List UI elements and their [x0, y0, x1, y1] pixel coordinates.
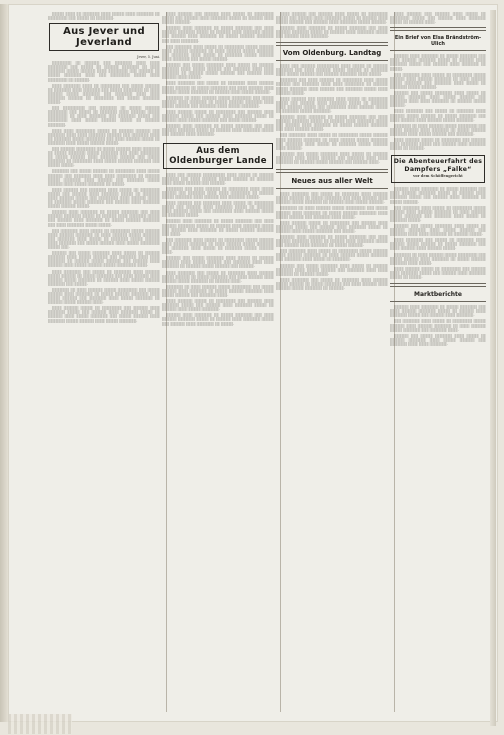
article-text: ░░░░ ░░░░░░░ ░░░░ ░░ ░░░░░░░░ ░░░ ░░░░░ ░░░░░░ ░░ ░░░░░░░ ░░░░ ░░░░░░░ ░░░ ░░░░░ ░░░░░░░░ ░░ ░░░░ ░░░░░░ ░░░░░ ░░░░░░░ ░░░ ░░░░░░░ ░░░░ ░░░░ ░░░░░░░ ░░░░░░ ░░ ░░░░░░░░ ░░░ ░░░░░ ░░░░░░░ ░░░░░.: [48, 83, 160, 105]
article-text: ░░░░░░ ░░░ ░░░░░ ░░░░░░░ ░░░░ ░░░░░ ░░ ░░░░░░ ░░░░░░░ ░░░░ ░░░░░ ░░░░░░ ░░░ ░░░░░░░ ░░░░ ░░░░ ░░░░░░░ ░░ ░░░░░░ ░░░░░ ░░░░░░.: [390, 91, 486, 108]
article-text: ░░░░ ░░░ ░░░░░░ ░░░░░░░░░ ░░░░ ░░░░░ ░░ ░░░░░░ ░░░░░░░ ░░░ ░░░░ ░░░░░░ ░░░░░ ░░░░░░ ░░ ░░░░░░░ ░░░░ ░░░░░ ░░░░░░ ░░░ ░░░░░░ ░░░░░░░ ░░░░ ░░░░░.: [276, 64, 388, 77]
article-text: ░░░░░░░ ░░░ ░░░░ ░░░░░░ ░░ ░░░░░░░░ ░░░░ ░░░░░ ░░░░░░ ░░░ ░░░░░░░ ░░░░ ░░░░ ░░░░░░░░ ░░ ░░░░░░ ░░░░░ ░░░░░░░ ░░░░ ░░░░░░ ░░░ ░░░░░░░ ░░░░░ ░░░░ ░░░░░░ ░░░░░.: [276, 78, 388, 95]
section-divider: [276, 60, 388, 61]
article-text: ░░░░░░ ░░░ ░░░░░ ░░░░░░░ ░░░░ ░░░░░ ░░ ░░░░░░ ░░░░░░░ ░░░░ ░░░░░ ░░░░░░ ░░░ ░░░░░░░ ░░░░ ░░░░ ░░░░░░░ ░░ ░░░░░░ ░░░░░.: [390, 224, 486, 237]
article-text: ░░░░ ░░░░░░░ ░░░ ░░░░░ ░░ ░░░░░░░ ░░░░ ░░░░░░ ░░░░░ ░░░░░░ ░░ ░░░░░ ░░░░░░░ ░░░ ░░░░ ░░░░░░ ░░░░ ░░░░░░ ░░░░░ ░░░░░░░ ░░ ░░░░░░ ░░░░ ░░░░░ ░░░░░░ ░░░░░░░ ░░░ ░░░░░.: [48, 269, 160, 286]
section-header-abenteuerfahrt: [391, 155, 485, 183]
article-text: ░░░░ ░░░░ ░░░░░░░░ ░░░░░ ░░ ░░░░░░ ░░░░░░ ░░░ ░░░░░░░ ░░░░ ░░░░ ░░░░░░░ ░░░░░░ ░░░ ░░░░░░░ ░░░░ ░░ ░░░░░░░ ░░░░░ ░░░░░░░░ ░░░ ░░░░ ░░░░░░ ░░░░░ ░░ ░░░░░░░ ░░░░ ░░░░░ ░░░░░░ ░░░░░.: [48, 128, 160, 145]
article-text: ░░░░ ░░░░░░ ░░░░░ ░░ ░░░░░░░░ ░░░ ░░░░░░ ░░░░ ░░░░░░░ ░░░░░ ░░░ ░░░░░░ ░░░░ ░░░░░░░ ░░░░░ ░░ ░░░░░.: [390, 266, 486, 280]
column-2: [162, 12, 274, 328]
article-text: ░░░░░ ░░░░ ░░ ░░░░░░░ ░░░░ ░░░░░ ░░░░ ░░░░░░░ ░░ ░░░░░░░░ ░░░ ░░░░░ ░░ ░░░░░░░.: [48, 12, 160, 21]
article-text: ░░░ ░░░░░░ ░░░░░░░░ ░░ ░░░░░ ░░░░░░ ░░░░ ░░░░░░░ ░░ ░░░░░ ░░░░░░░ ░░░░░ ░░░░░░░ ░░░ ░░░░ ░░░░░░░░ ░░ ░░░░░ ░░░░░░ ░░░░ ░░░░░░░ ░░░░░░ ░░░ ░░░░░ ░░░░░░░ ░░ ░░░░░░░░ ░░░░ ░░░░░ ░░░░░░ ░░░░░░░ ░░░ ░░░░░ ░░░░░.: [48, 146, 160, 168]
section-divider: [276, 188, 388, 189]
article-text: ░░░░░░░ ░░ ░░░░ ░░░░░░ ░░░░░ ░░░░░░░░ ░░░ ░░░░░ ░░░░░░ ░░░░ ░░░░░░░ ░░ ░░░░░ ░░░░░░ ░░░░░░░ ░░░░ ░░░░░ ░░░░░░ ░░░ ░░░░░░░ ░░░░ ░░░░░ ░░░░░░░ ░░ ░░░░░░ ░░░░░ ░░░░░░ ░░░░.: [48, 287, 160, 305]
article-text: ░░░░ ░░░░░░ ░░░░░ ░░ ░░░░░░░░ ░░░ ░░░░░░ ░░░░ ░░░░░░░ ░░░░░ ░░░ ░░░░░░ ░░░░ ░░░░░░░ ░░░░░ ░░ ░░░░░░ ░░░░ ░░░░░ ░░░░░░░.: [162, 299, 274, 312]
article-text: ░░░░ ░░░░░░ ░░░ ░░░░░░ ░░░░ ░░░░░ ░░ ░░░░░░░░ ░░░░░ ░░░ ░░░░░░ ░░░░ ░░░░░░░ ░░░░░ ░░ ░░░░░░ ░░░░ ░░░░░ ░░░░░░ ░░░ ░░░░░░ ░░░░ ░░░░░░░ ░░░░░ ░░░░░░.: [276, 12, 388, 25]
article-text: ░░░░░░░ ░░ ░░░░ ░░░░░░ ░░░░░ ░░░░░░░░ ░░░ ░░░░░ ░░░░░░ ░░░░ ░░░░░░░ ░░ ░░░░░ ░░░░░░ ░░░░░░░ ░░░░ ░░░░░ ░░░░░░ ░░░ ░░░░░░░ ░░░░ ░░░░░ ░░░░░░░.: [162, 95, 274, 108]
section-divider: [390, 27, 486, 31]
section-divider: [390, 301, 486, 302]
section-divider: [390, 50, 486, 51]
scan-color-strip: [8, 714, 72, 734]
article-text: ░░░ ░░░░░░░ ░░░░ ░░░░░ ░░ ░░░░░░░░ ░░░░░ ░░░░░░ ░░░░ ░░░░░░ ░░░░░░░ ░░ ░░░░ ░░░░░░ ░░░░░ ░░░░░░░ ░░░ ░░░░░░░ ░░░░ ░░░░░ ░░ ░░░░░░░ ░░░░░.: [390, 205, 486, 222]
article-text: ░░░░ ░░░░░░░ ░░░ ░░░░░ ░░ ░░░░░░░ ░░░░ ░░░░░░ ░░░░░ ░░░░░░ ░░ ░░░░░ ░░░░░░░ ░░░ ░░░░ ░░░░░░ ░░░░ ░░░░░░ ░░░░░.: [390, 238, 486, 251]
column-1: [48, 12, 160, 325]
section-header-aus-jever: [49, 23, 159, 51]
article-text: ░░░░░░░ ░░░ ░░░░░ ░░░░░░ ░░ ░░░░░░░░ ░░░░ ░░░░░ ░░░░░░ ░░░ ░░░░░░░ ░░░░ ░░░░ ░░░░░░░░ ░░ ░░░░░░ ░░░░░ ░░░░░░░ ░░░░ ░░░░░░ ░░░ ░░░░░░░ ░░░░░ ░░░░░░ ░░░░ ░░░░░ ░░░░░░░ ░░ ░░░░░.: [48, 169, 160, 186]
article-text: ░░░░░░ ░░░░ ░░░░░░░ ░░ ░░░░░ ░░░░░░░ ░░░ ░░░░ ░░░░░░ ░░░░░░░ ░░░░░ ░░ ░░░░░░ ░░░░ ░░░░░░░ ░░░░░ ░░░ ░░░░░░ ░░░░ ░░░░░░░ ░░ ░░░░░ ░░░░░░.: [276, 234, 388, 248]
article-text: ░░░ ░░░░░░░ ░░░░ ░░░░░ ░░ ░░░░░░░░ ░░░░░ ░░░░░░ ░░░░ ░░░░░░ ░░░░░░░ ░░ ░░░░ ░░░░░░ ░░░░░ ░░░░░░░ ░░░ ░░░░░░░ ░░░░ ░░░░░ ░░ ░░░░░░░.: [276, 249, 388, 262]
dateline: Jever, 5. Juni.: [137, 55, 160, 60]
article-text: ░░░░░░ ░░░ ░░░░░ ░░░░░░░ ░░░░ ░░░░░ ░░ ░░░░░░ ░░░░░░░ ░░░░ ░░░░░ ░░░░░░ ░░░ ░░░░░░░ ░░░░ ░░░░ ░░░░░░░ ░░ ░░░░░░ ░░░░░ ░░░░░░ ░░░ ░░░░░░ ░░░░ ░░░░░░ ░░░░ ░░░░░.: [162, 63, 274, 80]
article-text: ░░░░░░░ ░░ ░░░░ ░░░░░░ ░░░░░ ░░░░░░░░ ░░░ ░░░░░ ░░░░░░ ░░░░ ░░░░░░░ ░░ ░░░░░ ░░░░░░ ░░░░░░░ ░░░░ ░░░░░.: [390, 252, 486, 265]
section-title-marktberichte: Marktberichte: [414, 291, 462, 299]
article-text: ░░░░ ░░░░░░ ░░░ ░░░░░░ ░░░░ ░░░░░ ░░ ░░░░░░░░ ░░░░░ ░░░ ░░░░░░ ░░░░ ░░░░░░░ ░░░░░ ░░ ░░░░░░ ░░░░.: [390, 12, 486, 25]
section-title-aller-welt: Neues aus aller Welt: [291, 177, 373, 186]
article-text: ░░░░ ░░░░░░ ░░░ ░░░░░░░ ░░░░ ░░░░░ ░░ ░░░░░░░░ ░░░░░ ░░░ ░░░░░░ ░░░░ ░░░░░░░ ░░░░░ ░░ ░░░░░░░ ░░░░ ░░░░░░ ░░░░░ ░░░ ░░░░░░░░ ░░░░ ░░░░░░ ░░░░░ ░░ ░░░░░░░ ░░░░░.: [162, 201, 274, 218]
article-text: ░░░░░░ ░░░ ░░░░░ ░░░░░░░ ░░░░ ░░░░░ ░░ ░░░░░░ ░░░░░░░ ░░░░ ░░░░░ ░░░░░░ ░░░ ░░░░░░░ ░░░░ ░░░░ ░░░░░░░.: [390, 333, 486, 346]
article-text: ░░░░ ░░░░░░ ░░░ ░░░░░░ ░░░░ ░░░░░ ░░ ░░░░░░░░ ░░░░░ ░░░ ░░░░░░ ░░░░ ░░░░░░░ ░░░░░ ░░ ░░░░░░ ░░░░ ░░░░░ ░░░░░░.: [162, 12, 274, 25]
article-text: ░░░░ ░░░░░░░ ░░░ ░░░░░ ░░ ░░░░░░░ ░░░░ ░░░░░░ ░░░░░ ░░░░░░ ░░ ░░░░░ ░░░░░░░ ░░░ ░░░░ ░░░░░░ ░░░░ ░░░░░░ ░░░░░ ░░░░░░░ ░░ ░░░░░░ ░░░░ ░░░░░ ░░░░░░.: [276, 192, 388, 205]
article-text: ░░░░░░ ░░░░ ░░░░░░░ ░░ ░░░░░ ░░░░░░░ ░░░ ░░░░ ░░░░░░ ░░░░░░░ ░░░░░ ░░ ░░░░░░ ░░░░ ░░░░░░░ ░░░░░ ░░░ ░░░░░░ ░░░░ ░░░░░░░ ░░ ░░░░░ ░░░░░░ ░░░░░░░ ░░░ ░░░░ ░░░░░░░.: [162, 26, 274, 43]
section-divider: [276, 169, 388, 173]
article-text: ░░░░ ░░░░░░░ ░░░ ░░░░░ ░░ ░░░░░░░ ░░░░ ░░░░░░ ░░░░░ ░░░░░░ ░░ ░░░░░ ░░░░░░░ ░░░ ░░░░ ░░░░░░ ░░░░ ░░░░░░ ░░░░░ ░░░░░░░ ░░ ░░░░░░ ░░░░ ░░░░░ ░░░░░░.: [162, 81, 274, 94]
section-title: Die Abenteuerfahrt des Dampfers „Falke“: [393, 158, 483, 173]
article-text: ░░░░ ░░░░░░░ ░░░ ░░░░░ ░░ ░░░░░░░ ░░░░ ░░░░░░ ░░░░░ ░░░░░░ ░░ ░░░░░ ░░░░░░░ ░░░ ░░░░ ░░░░░░ ░░░░ ░░░░░░ ░░░░░ ░░░░░░░ ░░ ░░░░░░ ░░░░.: [162, 270, 274, 283]
article-text: ░░░░ ░░░░░░░ ░░░ ░░░░░ ░░ ░░░░░░░ ░░░░ ░░░░░░ ░░░░░ ░░░░░░ ░░ ░░░░░ ░░░░░░░ ░░░ ░░░░ ░░░░░░ ░░░░ ░░░░░░ ░░░░░ ░░░░░░░ ░░ ░░░░░░.: [276, 277, 388, 290]
section-title: Aus Jever und Jeverland: [63, 26, 145, 49]
book-spine: [0, 4, 8, 722]
newspaper-page: [8, 4, 498, 722]
article-text: ░░░ ░░░░░░░ ░░░░ ░░░░░ ░░ ░░░░░░░░ ░░░░░ ░░░░░░ ░░░░ ░░░░░░ ░░░░░░░ ░░ ░░░░ ░░░░░░ ░░░░░ ░░░░░░░ ░░░ ░░░░░░░ ░░░░ ░░░░░ ░░ ░░░░░░░ ░░░░░ ░░░░░░ ░░░░ ░░░░░░.: [276, 133, 388, 150]
article-text: ░░░░ ░░░░░░ ░░░░░ ░░ ░░░░░░░░ ░░░ ░░░░░░ ░░░░ ░░░░░░░ ░░░░░ ░░░ ░░░░░░ ░░░░ ░░░░░░░ ░░░░░ ░░ ░░░░░░ ░░░░ ░░░░░ ░░░░░░░ ░░░ ░░░░░.: [276, 220, 388, 233]
section-divider: [390, 283, 486, 287]
article-text: ░░░░░░ ░░░░ ░░░░░░░ ░░ ░░░░░ ░░░░░░░ ░░░ ░░░░ ░░░░░░ ░░░░░░░ ░░░░░ ░░ ░░░░░░ ░░░░ ░░░░░░░ ░░░░░ ░░░ ░░░░░░ ░░░░ ░░░░░░░ ░░ ░░░░░.: [390, 54, 486, 71]
article-text: ░░░░░░ ░░░░ ░░░░░░░ ░░ ░░░░░ ░░░░░░░ ░░░ ░░░░ ░░░░░░ ░░░░░░░ ░░░░░ ░░ ░░░░░░ ░░░░ ░░░░░░░ ░░░░░ ░░░ ░░░░░░ ░░░░ ░░░░░░░.: [390, 305, 486, 318]
article-text: ░░░░░░ ░░░░ ░░░░░░░ ░░ ░░░░░ ░░░░░░░ ░░░ ░░░░ ░░░░░░ ░░░░░░░ ░░░░░ ░░ ░░░░░░ ░░░░ ░░░░░░░ ░░░░░ ░░░ ░░░░░░ ░░░░ ░░░░░░░ ░░ ░░░░░ ░░░░░░ ░░░░░░░ ░░░ ░░░░.: [162, 219, 274, 236]
article-text: ░░░░ ░░░░░░ ░░░░░ ░░ ░░░░░░░░ ░░░ ░░░░░░ ░░░░ ░░░░░░░ ░░░░░ ░░░ ░░░░░░ ░░░░ ░░░░░░░ ░░░░░ ░░ ░░░░░░.: [390, 137, 486, 151]
article-text: ░░░░ ░░░ ░░░░░░ ░░░░░░░░░ ░░░░ ░░░░░ ░░ ░░░░░░ ░░░░░░░ ░░░ ░░░░ ░░░░░░ ░░░░░ ░░░░░░ ░░ ░░░░░░░ ░░░░ ░░░░░ ░░░░░░ ░░░ ░░░░░░.: [162, 172, 274, 185]
article-text: ░░░░░░ ░░░░ ░░░░░░░ ░░ ░░░░░ ░░░░░░░ ░░░ ░░░░ ░░░░░░ ░░░░░░░ ░░░░░ ░░ ░░░░░░ ░░░░ ░░░░░░░ ░░░░░ ░░░ ░░░░░░ ░░░░ ░░░░░░░ ░░ ░░░░░ ░░░░░░ ░░░░░░░ ░░░ ░░░░ ░░░░░░░ ░░░░░ ░░░░░.: [48, 210, 160, 227]
article-text: ░░░░ ░░░░░░ ░░░░░ ░░ ░░░░░░░░ ░░░ ░░░░░░ ░░░░ ░░░░░░░ ░░░░░ ░░░ ░░░░░░ ░░░░ ░░░░░░░ ░░░░░ ░░ ░░░░░░ ░░░░ ░░░░░ ░░░░░░░ ░░░ ░░░░░ ░░░░░░ ░░░░ ░░░░░░░ ░░░░░ ░░░░░░ ░░░░ ░░░░░ ░░░░░░░.: [48, 306, 160, 323]
article-text: ░░░░░░ ░░░░ ░░░░░░░ ░░ ░░░░░ ░░░░░░░ ░░░ ░░░░ ░░░░░░ ░░░░░░░ ░░░░░ ░░ ░░░░░░ ░░░░ ░░░░░░░ ░░░░░ ░░░ ░░░░░░ ░░░░ ░░░░░░░.: [276, 26, 388, 39]
article-text: ░░░░░░ ░░░░ ░░░░░░░ ░░ ░░░░░ ░░░░░░░ ░░░ ░░░░ ░░░░░░ ░░░░░░░ ░░░░░ ░░ ░░░░░░ ░░░░ ░░░░░░░ ░░░░░ ░░░ ░░░░░░ ░░░░ ░░░░░░░ ░░ ░░░░░ ░░░░░░ ░░░░░░░ ░░░ ░░░░ ░░░░░░ ░░░░░.: [276, 115, 388, 132]
article-text: ░░░░ ░░░░░░ ░░░ ░░░░░░░ ░░░░ ░░░░░ ░░ ░░░░░░░░ ░░░░░ ░░░ ░░░░░░ ░░░░ ░░░░░░░ ░░░░░ ░░ ░░░░░░░ ░░░░ ░░░░░░ ░░░░░ ░░░ ░░░░░░░░ ░░░░ ░░░░░░ ░░░░░ ░░ ░░░░░░░ ░░░░░ ░░░░░░░.: [276, 96, 388, 113]
section-title: Aus dem Oldenburger Lande: [169, 145, 267, 166]
article-text: ░░░ ░░░░░░░ ░░░░ ░░░░░ ░░ ░░░░░░░░ ░░░░░ ░░░░░░ ░░░░ ░░░░░░ ░░░░░░░ ░░ ░░░░ ░░░░░░ ░░░░░ ░░░░░░░ ░░░ ░░░░░░░ ░░░░ ░░░░░ ░░ ░░░░░░░ ░░░░░ ░░░░░░ ░░░░.: [162, 237, 274, 255]
article-text: ░░░░ ░░░░░░ ░░░ ░░░░░░░ ░░░░ ░░░░░ ░░ ░░░░░░░░ ░░░░░ ░░░ ░░░░░░ ░░░░ ░░░░░░░ ░░░░░ ░░ ░░░░░░░ ░░░░ ░░░░░░ ░░░░░ ░░░ ░░░░░░░░ ░░░░ ░░░░░░ ░░░░░ ░░ ░░░░░░░ ░░░░░ ░░░░░░░ ░░░ ░░░░░░ ░░░░ ░░░░░░░ ░░░░░ ░░░░░░ ░░░░░.: [48, 187, 160, 209]
article-text: ░░░░░░ ░░░ ░░░░░ ░░░░░░░ ░░░░ ░░░░░ ░░ ░░░░░░ ░░░░░░░ ░░░░ ░░░░░ ░░░░░░ ░░░ ░░░░░░░ ░░░░ ░░░░ ░░░░░░░ ░░ ░░░░░░ ░░░░░ ░░░░░░ ░░░ ░░░░░░.: [162, 256, 274, 269]
article-text: ░░░░ ░░░░░░ ░░░░░ ░░ ░░░░░░░░ ░░░ ░░░░░░ ░░░░ ░░░░░░░ ░░░░░ ░░░ ░░░░░░ ░░░░ ░░░░░░░ ░░░░░ ░░ ░░░░░░ ░░░░ ░░░░░ ░░░░░░░ ░░░ ░░░░░ ░░░░░░.: [162, 109, 274, 123]
article-text: ░░░ ░░░░░░░ ░░░░ ░░░░░ ░░ ░░░░░░░░ ░░░░░ ░░░░░░ ░░░░ ░░░░░░ ░░░░░░░ ░░ ░░░░ ░░░░░░ ░░░░░ ░░░░░░░ ░░░ ░░░░░░░ ░░░░ ░░░░░ ░░ ░░░░░░░ ░░░░░ ░░░░░░ ░░░░ ░░░░░░░ ░░░ ░░░░░ ░░░░░░ ░░░░ ░░░░░ ░░░░░░░░ ░░░░░ ░░░.: [48, 228, 160, 250]
article-text: ░░░░░░ ░░░░ ░░░░░░░ ░░ ░░░░░ ░░░░░░░ ░░░ ░░░░ ░░░░░░ ░░░░░░░ ░░░░░ ░░ ░░░░░░ ░░░░ ░░░░░░░ ░░░░░ ░░░ ░░░░░░ ░░░░ ░░░░░░░ ░░ ░░░░░ ░░░░░░.: [390, 187, 486, 204]
article-text: ░░░░░░░ ░░ ░░░░ ░░░░░░ ░░░░░ ░░░░░░░░ ░░░ ░░░░░ ░░░░░░ ░░░░ ░░░░░░░ ░░ ░░░░░ ░░░░░░ ░░░░░░░ ░░░░ ░░░░░ ░░░░░░ ░░░ ░░░░░░░ ░░░░.: [162, 284, 274, 297]
article-text: ░░░░ ░░░░░░░ ░░░ ░░░░░ ░░ ░░░░░░░ ░░░░ ░░░░░░ ░░░░░ ░░░░░░ ░░ ░░░░░ ░░░░░░░ ░░░ ░░░░ ░░░░░░ ░░░░ ░░░░░░ ░░░░░ ░░░░░░░.: [390, 109, 486, 122]
article-text: ░░░ ░░░░░░░ ░░░░ ░░░░░ ░░ ░░░░░░░░ ░░░░░ ░░░░░░ ░░░░ ░░░░░░ ░░░░░░░ ░░ ░░░░ ░░░░░░ ░░░░░ ░░░░░░░ ░░░ ░░░░░░░ ░░░░ ░░░░░ ░░ ░░░░░░░ ░░░░░ ░░░░░░ ░░░░ ░░░░░░░ ░░░ ░░░░░ ░░░░░░.: [162, 44, 274, 61]
section-title-brief: Ein Brief von Elsa Brändström-Ulich: [394, 35, 482, 48]
article-text: ░░░░░░░ ░░ ░░░░ ░░░░░░ ░░░░░ ░░░░░░░░ ░░░ ░░░░░ ░░░░░░ ░░░░ ░░░░░░░ ░░ ░░░░░ ░░░░░░ ░░░░░░░ ░░░░ ░░░░░ ░░░░░░ ░░░ ░░░░░░░ ░░░░ ░░░░░.: [276, 206, 388, 219]
column-4: [390, 12, 486, 348]
article-text: ░░░░░░ ░░░ ░░░░░ ░░░░░░░ ░░░░ ░░░░░ ░░ ░░░░░░ ░░░░░░░ ░░░░ ░░░░░ ░░░░░░ ░░░ ░░░░░░░ ░░░░ ░░░░ ░░░░░░░ ░░ ░░░░░░ ░░░░░ ░░░░░░ ░░░ ░░░░░░ ░░░░ ░░░░░░ ░░░░ ░░░░░ ░░░░░░ ░░░░░ ░░░░░░░░ ░░░░.: [48, 251, 160, 268]
article-text: ░░░░░░ ░░░░ ░░░░░░░ ░░ ░░░░░ ░░░░░░░ ░░░ ░░░░ ░░░░░░ ░░░░░░░ ░░░░░ ░░ ░░░░░░ ░░░░ ░░░░░░░ ░░░░░ ░░░ ░░░░░░ ░░░░ ░░░░░░░.: [162, 124, 274, 137]
article-text: ░░░ ░░░░░░░░░ ░░░ ░░░░░░░ ░░ ░░░░░ ░░░░░░ ░░░░░░░░ ░░░ ░░░░░ ░░ ░░░░░░░ ░░░░ ░░░░░░ ░░░░░ ░░░░░░░░ ░░ ░░░░ ░░░░░░░ ░░░ ░░░░░░░ ░░░░░ ░░░ ░░░░░░░░ ░░░░ ░░░░░ ░░░░░░ ░░░░░ ░░ ░░░░░░ ░░░░░░░.: [48, 106, 160, 127]
article-text: ░░░ ░░░░░░░ ░░░░ ░░░░░ ░░ ░░░░░░░░ ░░░░░ ░░░░░░ ░░░░ ░░░░░░ ░░░░░░░ ░░ ░░░░ ░░░░░░ ░░░░░ ░░░░░░░ ░░░ ░░░░░░░ ░░░░.: [390, 319, 486, 332]
section-subtitle: vor dem Schöffengericht: [413, 174, 463, 179]
article-text: ░░░░░░ ░░░ ░░░░░ ░░░░░░░ ░░░░ ░░░░░ ░░ ░░░░░░ ░░░░░░░ ░░░░ ░░░░░ ░░░░░░ ░░░ ░░░░░░░ ░░░░ ░░░░ ░░░░░░░ ░░ ░░░░░░ ░░░░░ ░░░░░░ ░░░ ░░░░░░ ░░░░.: [276, 151, 388, 165]
article-text: ░░░░░░░ ░░░ ░░░░ ░░░░░░ ░░ ░░░░░░░░ ░░░░ ░░░░░ ░░░░░░ ░░░ ░░░░░░░ ░░░░ ░░░░ ░░░░░░░░ ░░ ░░░░░░ ░░░░░ ░░░░░░░ ░░░░ ░░░░░░ ░░░ ░░░░░░░ ░░░░░.: [162, 186, 274, 199]
section-title-landtag: Vom Oldenburg. Landtag: [282, 48, 382, 57]
article-text: ░░░░░░░ ░░ ░░░░ ░░░░░░ ░░░░░ ░░░░░░░░ ░░░ ░░░░░ ░░░░░░ ░░░░ ░░░░░░░ ░░ ░░░░░ ░░░░░░ ░░░░░░░ ░░░░ ░░░░░ ░░░░░░ ░░░ ░░░░░░░.: [390, 123, 486, 136]
article-text: ░░░░░░ ░░░░ ░░░░░░░ ░░ ░░░░░ ░░░░░░░ ░░░ ░░░░ ░░░░░░ ░░░░░░░ ░░░░░ ░░ ░░░░░░ ░░░░ ░░░░░░░ ░░░░░ ░░░ ░░░░░░ ░░░░ ░░░░░░░ ░░ ░░░░░.: [162, 313, 274, 326]
article-text: ░░░ ░░░░░░░ ░░░░ ░░░░░ ░░ ░░░░░░░░ ░░░░░ ░░░░░░ ░░░░ ░░░░░░ ░░░░░░░ ░░ ░░░░ ░░░░░░ ░░░░░ ░░░░░░░ ░░░ ░░░░░░░ ░░░░ ░░░░░ ░░ ░░░░░░░ ░░░░░ ░░░░░░.: [390, 72, 486, 89]
page-edge: [490, 10, 496, 726]
column-3: [276, 12, 388, 292]
article-text: ░░░░░░░░ ░░ ░░░░░░ ░░░ ░░░░░░░ ░░░░ ░░░░ ░░░░░░░░ ░░░ ░░░░░ ░░ ░░░░░░ ░░░░░░░ ░░ ░░░░ ░░░░░░░ ░░░░░ ░░░░░░ ░░░░ ░░░░░░░░ ░░░ ░░░░░░ ░░ ░░░░░ ░░░░░░░ ░░░░ ░░░ ░░░░░░░░ ░░░░░ ░░░░ ░░░░░░░░ ░░ ░░░░░░.: [48, 61, 160, 82]
section-header-oldenburger-lande: [163, 143, 273, 169]
section-divider: [276, 42, 388, 46]
article-text: ░░░░░░ ░░░ ░░░░░ ░░░░░░░ ░░░░ ░░░░░ ░░ ░░░░░░ ░░░░░░░ ░░░░ ░░░░░ ░░░░░░ ░░░ ░░░░░░░ ░░░░ ░░░░ ░░░░░░░ ░░ ░░░░░░ ░░░░░.: [276, 263, 388, 276]
